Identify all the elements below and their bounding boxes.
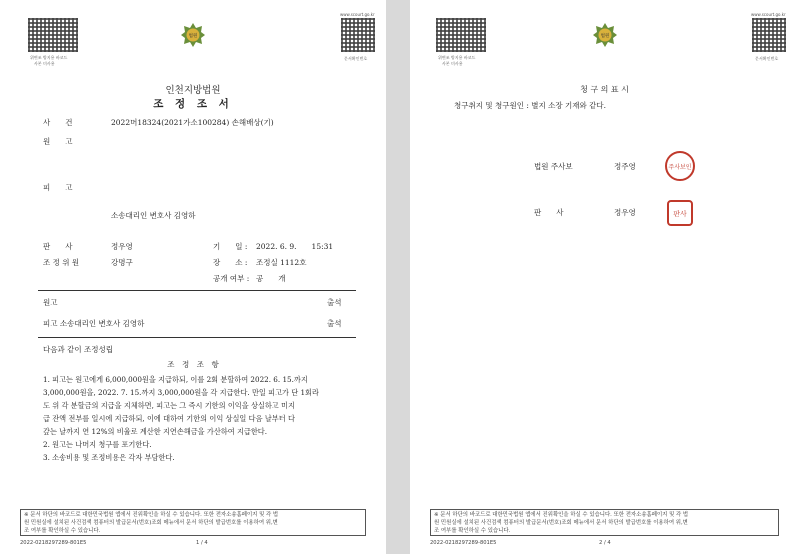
divider-2	[38, 337, 356, 338]
notice-line: 원 민원실에 설치된 사건검색 컴퓨터의 발급문서(번호)조회 메뉴에서 문서 하단의 발급번호를 이용하여 위,변	[24, 520, 278, 526]
document-page-2	[410, 0, 799, 554]
qr-caption: 문서확인번호	[755, 56, 779, 61]
document-number: 2022-0218297289-801E5	[430, 540, 497, 546]
court-name: 인천지방법원	[165, 85, 221, 96]
divider-1	[38, 290, 356, 291]
notice-line: 원 민원실에 설치된 사건검색 컴퓨터의 발급문서(번호)조회 메뉴에서 문서 하단의 발급번호를 이용하여 위,변	[434, 520, 688, 526]
barcode-left	[436, 18, 486, 52]
mediator-name: 강명구	[111, 258, 133, 267]
defendant-label: 피 고	[43, 183, 73, 192]
clerk-name: 정주영	[614, 162, 636, 171]
agreement-statement: 다음과 같이 조정성립	[43, 345, 113, 354]
court-emblem-icon	[592, 22, 618, 48]
plaintiff-label: 원 고	[43, 137, 73, 146]
verification-notice	[430, 509, 779, 536]
barcode-caption-1: 위변조 방지용 바코드	[30, 55, 68, 60]
judge-seal-text: 판사	[673, 210, 687, 218]
term-line: 1. 피고는 원고에게 6,000,000원을 지급하되, 이를 2회 분할하여 2022. 6. 15.까지	[43, 375, 308, 384]
mediator-label: 조 정 위 원	[43, 258, 80, 267]
clerk-seal-text: 주사보인	[668, 164, 692, 171]
terms-list	[43, 373, 319, 464]
qr-url: www.scourt.go.kr	[340, 12, 375, 17]
qr-url: www.scourt.go.kr	[751, 12, 786, 17]
attend-defendant-status: 출석	[327, 319, 342, 328]
notice-line: ※ 문서 하단의 바코드로 대한민국법원 앱에서 진위확인을 하실 수 있습니다. 또한 전자소송홈페이지 및 각 법	[24, 512, 279, 518]
claim-text: 청구취지 및 청구원인 : 별지 소장 기재와 같다.	[454, 101, 607, 110]
qr-code-right	[752, 18, 786, 52]
page-number: 2 / 4	[599, 540, 611, 546]
judge-label: 판 사	[534, 208, 564, 217]
notice-line: 조 여부를 확인하실 수 있습니다.	[24, 528, 101, 534]
clerk-seal-icon	[664, 150, 696, 182]
date-label: 기 일 :	[213, 242, 248, 251]
attend-defendant: 피고 소송대리인 변호사 김영하	[43, 319, 145, 328]
document-page-1	[0, 0, 386, 554]
term-line: 도 위 각 분할금의 지급을 지체하면, 피고는 그 즉시 기한의 이익을 상실하고 미지	[43, 401, 295, 410]
page-number: 1 / 4	[196, 540, 208, 546]
term-line: 2. 원고는 나머지 청구를 포기한다.	[43, 440, 152, 449]
qr-caption: 문서확인번호	[344, 56, 368, 61]
place-label: 장 소 :	[213, 258, 248, 267]
barcode-caption-2: 사본 미사용	[442, 61, 463, 66]
case-number: 2022머18324(2021가소100284) 손해배상(기)	[111, 118, 274, 127]
place-value: 조정실 1112호	[256, 258, 307, 267]
case-label: 사 건	[43, 118, 73, 127]
date-value: 2022. 6. 9. 15:31	[256, 242, 334, 251]
barcode-caption-1: 위변조 방지용 바코드	[438, 55, 476, 60]
qr-code-right	[341, 18, 375, 52]
judge-name: 정우영	[614, 208, 636, 217]
term-line: 3,000,000원을, 2022. 7. 15.까지 3,000,000원을 각 지급한다. 만일 피고가 단 1회라	[43, 388, 319, 397]
judge-name: 정우영	[111, 242, 133, 251]
verification-notice	[20, 509, 366, 536]
judge-label: 판 사	[43, 242, 73, 251]
clerk-label: 법원 주사보	[534, 162, 573, 171]
court-emblem-icon	[180, 22, 206, 48]
barcode-caption-2: 사본 미사용	[34, 61, 55, 66]
barcode-left	[28, 18, 78, 52]
public-label: 공개 여부 :	[213, 274, 250, 283]
emblem-label: 법원	[188, 34, 198, 39]
attend-plaintiff-status: 출석	[327, 298, 342, 307]
document-title: 조 정 조 서	[153, 98, 233, 110]
document-number: 2022-0218297289-801E5	[20, 540, 87, 546]
term-line: 급 잔액 전부를 일시에 지급하되, 이에 대하여 기한의 이익 상실일 다음 날부터 다	[43, 414, 295, 423]
terms-title: 조 정 조 항	[167, 360, 219, 369]
judge-seal-icon	[666, 199, 694, 227]
attend-plaintiff: 원고	[43, 298, 58, 307]
claim-heading: 청 구 의 표 시	[580, 85, 629, 94]
term-line: 3. 소송비용 및 조정비용은 각자 부담한다.	[43, 453, 175, 462]
notice-line: 조 여부를 확인하실 수 있습니다.	[434, 528, 511, 534]
term-line: 갚는 날까지 연 12%의 비율로 계산한 지연손해금을 가산하여 지급한다.	[43, 427, 268, 436]
notice-line: ※ 문서 하단의 바코드로 대한민국법원 앱에서 진위확인을 하실 수 있습니다. 또한 전자소송홈페이지 및 각 법	[434, 512, 689, 518]
public-value: 공 개	[256, 274, 286, 283]
defendant-attorney: 소송대리인 변호사 김영하	[111, 211, 196, 220]
emblem-label: 법원	[600, 34, 610, 39]
